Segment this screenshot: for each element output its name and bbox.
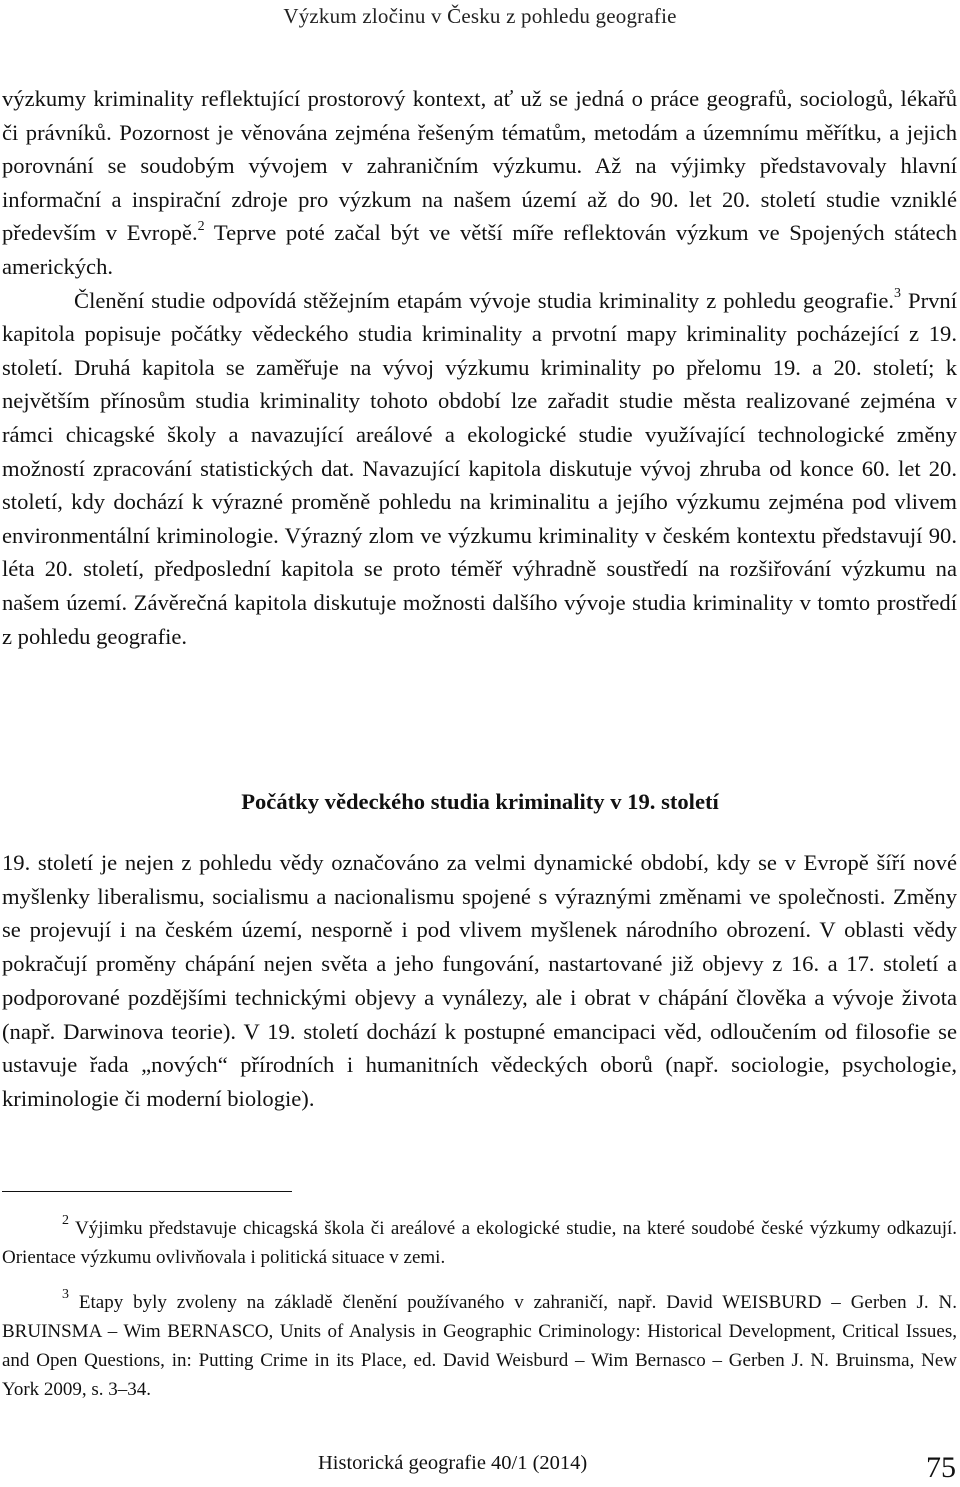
intro-text: [2, 82, 957, 653]
intro-paragraph-1-text-a: výzkumy kriminality reflektující prostorový kontext, ať už se jedná o práce geografů, sociologů, lékařů či právníků. Pozornost je věnována zejména řešeným tématům, metodám a územnímu měřítku, a jejich porovnání se soudobým vývojem v zahraničním výzkumu. Až na výjimky představovaly hlavní informační a inspirační zdroje pro výzkum na našem území až do 90. let 20. století studie vzniklé především v Evropě.: [2, 86, 957, 246]
intro-paragraph-1-text-b: Teprve poté začal být ve větší míře reflektován výzkum ve Spojených státech amerických.: [2, 220, 958, 279]
footnotes: [2, 1214, 957, 1404]
section-paragraph: 19. století je nejen z pohledu vědy označováno za velmi dynamické období, kdy se v Evropě šíří nové myšlenky liberalismu, socialismu a nacionalismu spojené s výraznými změnami ve společnosti. Změny se projevují i na českém území, nesporně i pod vlivem myšlenek národního obrození. V oblasti vědy pokračují proměny chápání nejen světa a jeho fungování, nastartované již objevy z 16. a 17. století a podporované pozdějšími technickými objevy a vynálezy, ale i obrat v chápání člověka a vývoje života (např. Darwinova teorie). V 19. století dochází k postupné emancipaci věd, odloučením od filosofie se ustavuje řada „nových“ přírodních i humanitních vědeckých oborů (např. sociologie, psychologie, kriminologie či moderní biologie).: [2, 850, 957, 1111]
footnote-2: [2, 1214, 957, 1272]
intro-paragraph-2-text-a: Členění studie odpovídá stěžejním etapám vývoje studia kriminality z pohledu geografie.: [74, 287, 895, 313]
section-text: [2, 846, 957, 1116]
footnote-ref-2[interactable]: 2: [197, 218, 205, 234]
footnote-separator: [2, 1191, 292, 1192]
footnote-3: [2, 1288, 957, 1404]
running-head: Výzkum zločinu v Česku z pohledu geografie: [283, 4, 677, 28]
intro-paragraph-1: [2, 82, 957, 284]
section-heading: Počátky vědeckého studia kriminality v 19. století: [241, 789, 719, 814]
footnote-number-2: 2: [62, 1212, 69, 1228]
footnote-2-text: Výjimku představuje chicagská škola či areálové a ekologické studie, na které soudobé české výzkumy odkazují. Orientace výzkumu ovlivňovala i politická situace v zemi.: [2, 1218, 957, 1268]
footer-journal: Historická geografie 40/1 (2014): [318, 1452, 588, 1474]
footnote-3-text: Etapy byly zvoleny na základě členění používaného v zahraničí, např. David WEISBURD – Gerben J. N. BRUINSMA – Wim BERNASCO, Units of Analysis in Geographic Criminology: Historical Development, Critical Issues, and Open Questions, in: Putting Crime in its Place, ed. David Weisburd – Wim Bernasco – Gerben J. N. Bruinsma, New York 2009, s. 3–34.: [2, 1292, 957, 1400]
intro-paragraph-2-text-b: První kapitola popisuje počátky vědeckého studia kriminality a prvotní mapy kriminality pocházející z 19. století. Druhá kapitola se zaměřuje na vývoj výzkumu kriminality po přelomu 19. a 20. století; k největším přínosům studia kriminality tohoto období lze zařadit studie města realizované zejména v rámci chicagské školy a navazující areálové a ekologické studie využívající technologické změny možností zpracování statistických dat. Navazující kapitola diskutuje vývoj zhruba od konce 60. let 20. století, kdy dochází k výrazné proměně pohledu na kriminalitu a jejího výzkumu zejména pod vlivem environmentální kriminologie. Výrazný zlom ve výzkumu kriminality v českém kontextu představují 90. léta 20. století, předposlední kapitola se proto téměř výhradně soustředí na rozšiřování výzkumu na našem území. Závěrečná kapitola diskutuje možnosti dalšího vývoje studia kriminality v tomto prostředí z pohledu geografie.: [2, 287, 957, 649]
footnote-ref-3[interactable]: 3: [894, 286, 902, 302]
intro-paragraph-2: [2, 284, 957, 654]
page-number: 75: [926, 1451, 956, 1484]
footnote-number-3: 3: [62, 1286, 69, 1302]
